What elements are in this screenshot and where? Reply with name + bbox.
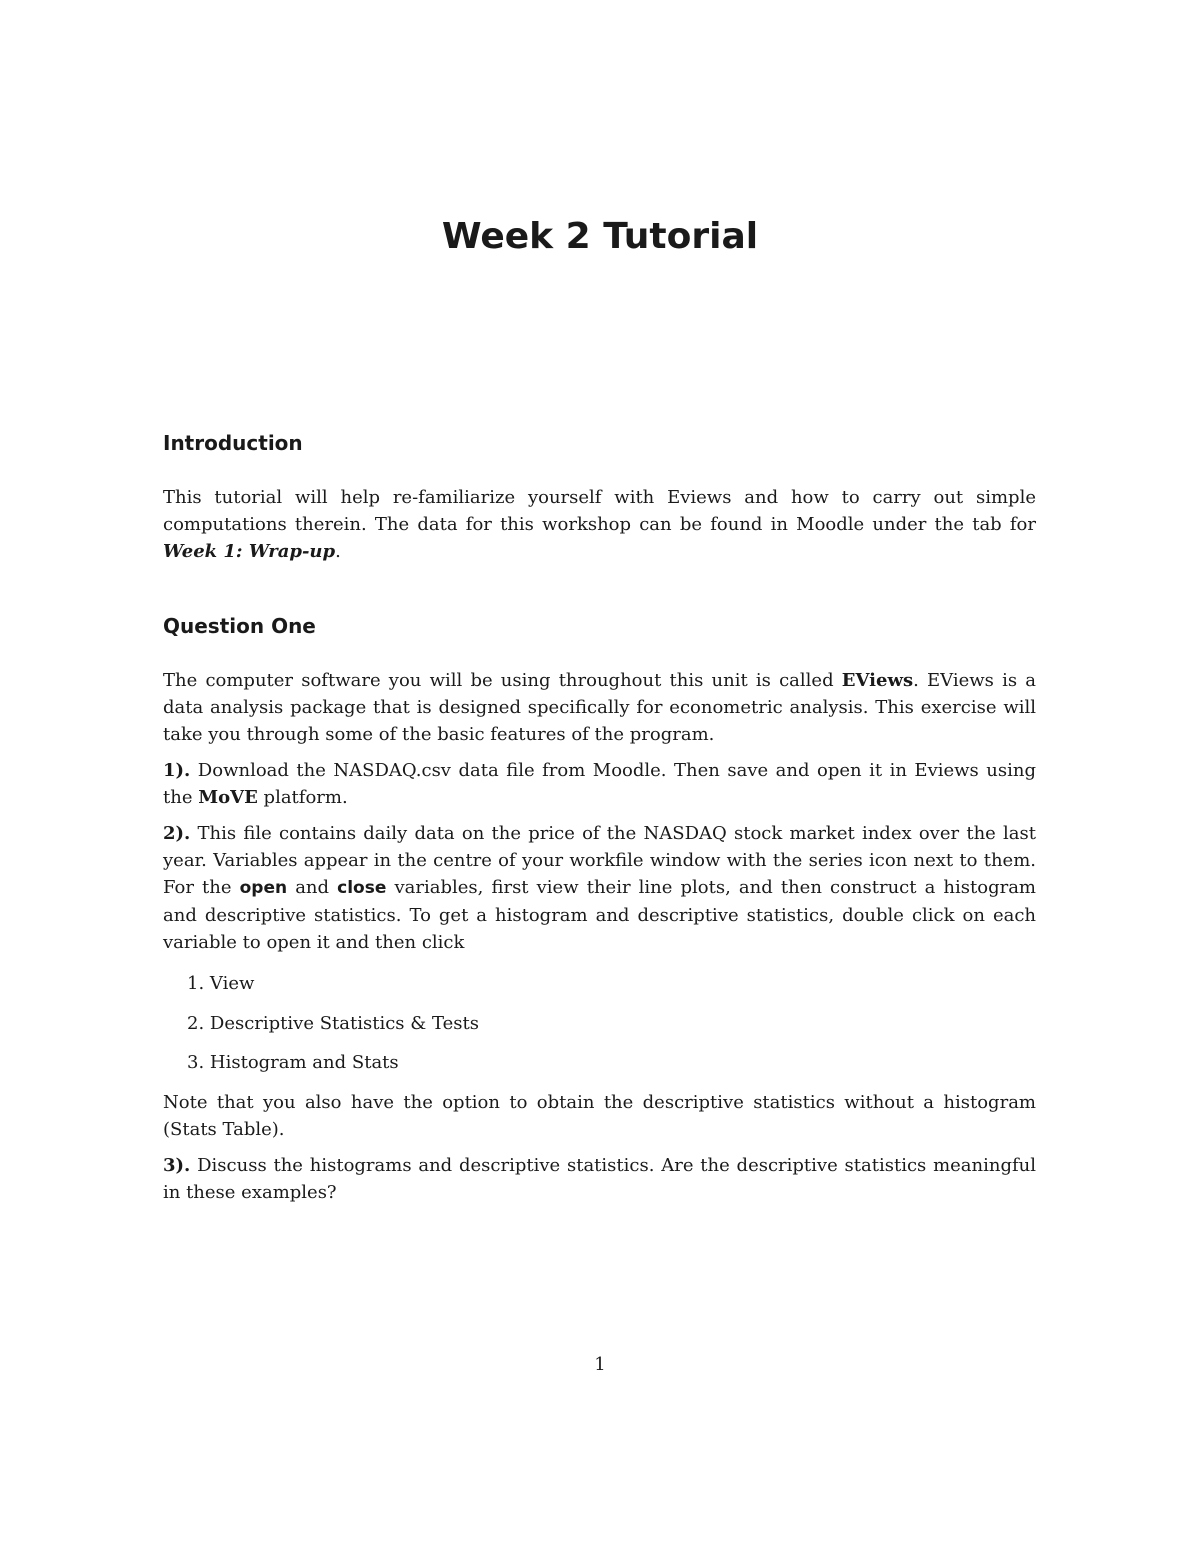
- document-title: Week 2 Tutorial: [441, 216, 759, 257]
- question-one-heading: Question One: [163, 614, 316, 638]
- list-item: 3. Histogram and Stats: [187, 1052, 399, 1073]
- part-1-text: Download the NASDAQ.csv data file from Moodle. Then save and open it in Eviews using the: [163, 760, 1036, 808]
- moodle-tab-name: Week 1: Wrap-up: [163, 541, 336, 562]
- platform-name: MoVE: [198, 787, 258, 808]
- intro-text-end: . EViews is a data analysis package that is designed specifically for econometric analysis. This exercise will take you through some of the basic features of the program.: [163, 670, 1036, 745]
- variable-open: open: [239, 878, 288, 898]
- part-2-text-end: variables, first view their line plots, and then construct a histogram and descriptive statistics. To get a histogram and descriptive statistics, double click on each variable to open it and then click: [163, 877, 1037, 953]
- page-number: 1: [594, 1354, 606, 1375]
- part-1-number: 1).: [163, 760, 191, 781]
- part-2-text: This file contains daily data on the price of the NASDAQ stock market index over the last year. Variables appear in the centre of your workfile window with the series icon next to them. For the: [163, 823, 1036, 898]
- part-2-number: 2).: [163, 823, 191, 844]
- list-item: 2. Descriptive Statistics & Tests: [187, 1012, 479, 1034]
- introduction-paragraph: [163, 484, 1036, 565]
- part-1-paragraph: [163, 757, 1036, 811]
- question-one-intro: [163, 667, 1036, 748]
- part-2-paragraph: [163, 820, 1036, 956]
- part-2-and: and: [287, 877, 338, 898]
- note-paragraph: Note that you also have the option to obtain the descriptive statistics without a histogram (Stats Table).: [163, 1091, 1036, 1140]
- introduction-heading: Introduction: [163, 431, 303, 455]
- menu-steps-list: [163, 970, 1036, 1076]
- part-3-text: Discuss the histograms and descriptive statistics. Are the descriptive statistics meaningful in these examples?: [163, 1154, 1036, 1203]
- software-name: EViews: [841, 670, 914, 691]
- intro-text: The computer software you will be using throughout this unit is called: [163, 670, 842, 691]
- part-3-paragraph: [163, 1152, 1036, 1206]
- introduction-text-end: .: [335, 541, 341, 562]
- list-item: 1. View: [187, 973, 255, 994]
- introduction-text: This tutorial will help re-familiarize yourself with Eviews and how to carry out simple computations therein. The data for this workshop can be found in Moodle under the tab for: [163, 487, 1036, 535]
- part-3-number: 3).: [163, 1154, 191, 1176]
- document-body: [163, 428, 1036, 1206]
- part-1-text-end: platform.: [257, 787, 348, 808]
- variable-close: close: [337, 878, 387, 898]
